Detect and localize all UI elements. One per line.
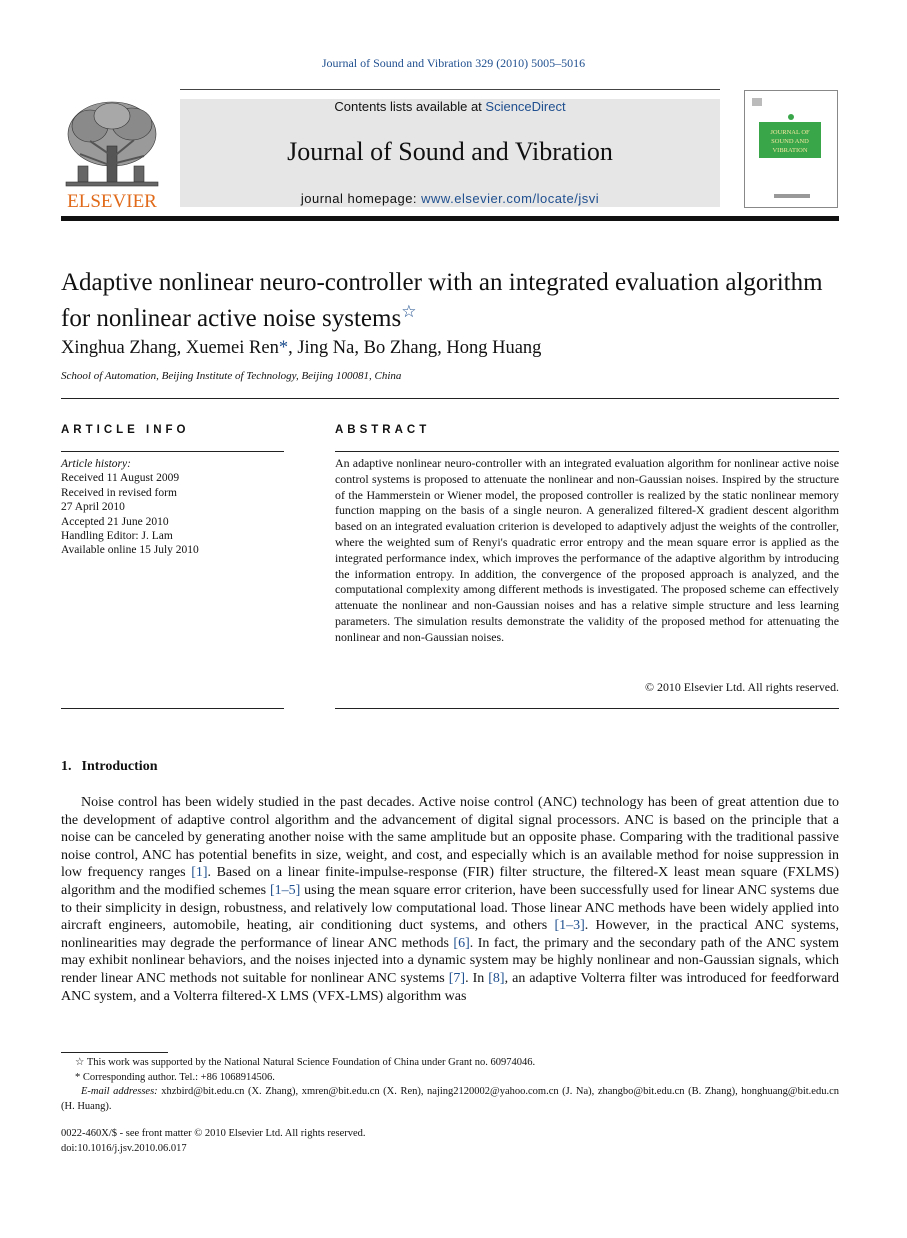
intro-text-run: . In fact, the primary and the secondary path of the ANC system may exhibit nonlinear behaviors, and the noises injected into a dynamic system may be highly nonlinear and non-Gaussian signals, which render linear ANC methods not suitable for nonlinear ANC systems [61,935,840,986]
corresponding-footnote [61,1071,839,1086]
journal-title: Journal of Sound and Vibration [287,137,613,166]
intro-text-run: Noise control has been widely studied in the past decades. Active noise control (ANC) technology has been of great attention due to the development of adaptive control algorithm and the advancement of digital signal processors. ANC is based on the principle that a noise can be canceled by generating another noise with the same amplitude but an opposite phase. Comparing with the traditional passive noise control, ANC has potential benefits in size, weight, and cost, and especially which is an available method for noise suppression in low frequency ranges [61,795,839,881]
citation-ref-link[interactable]: [7] [448,970,466,986]
email-addresses: xhzbird@bit.edu.cn (X. Zhang), xmren@bit.edu.cn (X. Ren), najing2120002@yahoo.com.cn (J. Na), zhangbo@bit.edu.cn (B. Zhang), honghuang@bit.edu.cn (H. Huang). [61,1086,839,1112]
contents-prefix: Contents lists available at [334,99,486,114]
elsevier-logo [60,96,164,212]
citation-ref-link[interactable]: [6] [453,935,470,951]
citation-ref-link[interactable]: [1–3] [554,918,585,934]
citation-ref-link[interactable]: [8] [488,970,505,986]
section-heading-introduction [61,759,157,775]
abstract-body: An adaptive nonlinear neuro-controller with an integrated evaluation algorithm for nonlinear active noise control systems is proposed to attenuate the nonlinear and non-Gaussian noises. Inspired by the structure of the Hammerstein or Wiener model, the proposed controller is realized by the static nonlinear memory function mapping on the basis of a single neuron. A generalized filtered-X gradient descent algorithm based on an integrated evaluation criterion is developed to adaptively adjust the weights of the controller, where the weighted sum of Renyi's quadratic error entropy and the mean square error is applied as the integrated performance index, which improves the performance of the adaptive algorithm by introducing the information entropy. In addition, the convergence of the proposed approach is analyzed, and the computational complexity among different methods is investigated. The proposed scheme can effectively attenuate the nonlinear and non-Gaussian noises and has a relative simple structure and less learning parameters. The simulation results demonstrate the validity of the proposed method for attenuating the nonlinear and non-Gaussian noises. [335,456,839,644]
history-line: Received in revised form [61,486,177,499]
journal-citation-link[interactable]: Journal of Sound and Vibration 329 (2010) 5005–5016 [321,56,586,70]
intro-text-run: using the mean square error criterion, have been successfully used for linear ANC systems due to their simplicity in design, robustness, and relatively low computational load. Those linear ANC methods have been widely applied into aircraft engineers, automobile, heating, air conditioning duct systems, and others [61,882,839,934]
article-info-heading: ARTICLE INFO [61,424,190,436]
intro-text-run: . Based on a linear finite-impulse-response (FIR) filter structure, the filtered-X least mean square (FXLMS) algorithm and the modified schemes [61,865,839,898]
contents-availability-line [180,99,720,114]
info-top-rule [61,398,839,399]
intro-text-run: . However, in the practical ANC systems, nonlinearities may degrade the performance of linear ANC methods [61,918,839,951]
history-line: Accepted 21 June 2010 [61,515,169,528]
elsevier-wordmark: ELSEVIER [67,191,157,212]
article-info-rule [61,451,284,452]
citation-ref-link[interactable]: [1] [191,865,208,881]
journal-homepage-link[interactable]: www.elsevier.com/locate/jsvi [421,191,600,206]
introduction-paragraph [61,794,839,1005]
intro-text-run: , an adaptive Volterra filter was introduced for feedforward ANC system, and a Volterra filtered-X LMS (VFX-LMS) algorithm was [61,970,839,1004]
authors-rest: , Jing Na, Bo Zhang, Hong Huang [288,338,542,358]
article-info-bottom-rule [61,708,284,709]
cover-title-line-3: VIBRATION [772,147,808,154]
history-line: 27 April 2010 [61,501,125,514]
journal-homepage-line [180,191,720,206]
intro-text-run: . In [465,970,489,986]
corresponding-footnote-mark: * [75,1071,81,1083]
front-matter-issn: 0022-460X/$ - see front matter © 2010 Elsevier Ltd. All rights reserved. [61,1128,366,1139]
email-label: E-mail addresses: [81,1086,158,1097]
front-matter-doi: doi:10.1016/j.jsv.2010.06.017 [61,1143,187,1154]
cover-title-line-1: JOURNAL OF [770,129,810,136]
cover-title-line-2: SOUND AND [771,138,809,145]
sciencedirect-link[interactable]: ScienceDirect [485,99,566,114]
authors-first: Xinghua Zhang, Xuemei Ren [61,338,279,358]
front-matter [61,1126,366,1156]
history-line: Handling Editor: J. Lam [61,530,173,543]
affiliation: School of Automation, Beijing Institute of Technology, Beijing 100081, China [61,370,402,382]
article-history [61,457,199,558]
abstract-bottom-rule [335,708,839,709]
corresponding-author-mark[interactable]: * [278,338,289,358]
masthead-top-rule [180,89,720,90]
footnotes [61,1056,839,1114]
history-line: Available online 15 July 2010 [61,544,199,557]
article-title [61,268,841,333]
section-title: Introduction [81,759,158,774]
funding-footnote-mark: ☆ [75,1057,85,1068]
email-footnote [61,1085,839,1114]
homepage-prefix: journal homepage: [300,191,422,206]
history-line: Received 11 August 2009 [61,472,180,485]
abstract-copyright: © 2010 Elsevier Ltd. All rights reserved. [645,680,839,694]
journal-cover-thumbnail[interactable] [744,90,838,208]
corresponding-footnote-text: Corresponding author. Tel.: +86 1068914506. [82,1071,275,1083]
funding-footnote [61,1056,839,1071]
title-footnote-mark[interactable]: ☆ [401,302,417,321]
article-title-text: Adaptive nonlinear neuro-controller with an integrated evaluation algorithm for nonlinear active noise systems [61,269,823,332]
history-heading: Article history: [61,458,131,470]
header-divider [61,216,839,221]
abstract-rule [335,451,839,452]
abstract-heading: ABSTRACT [335,424,431,436]
author-list [61,338,541,359]
footnote-rule [61,1052,168,1053]
funding-footnote-text: This work was supported by the National Natural Science Foundation of China under Grant no. 60974046. [86,1057,536,1068]
citation-ref-link[interactable]: [1–5] [269,882,301,898]
section-number: 1. [61,759,72,774]
